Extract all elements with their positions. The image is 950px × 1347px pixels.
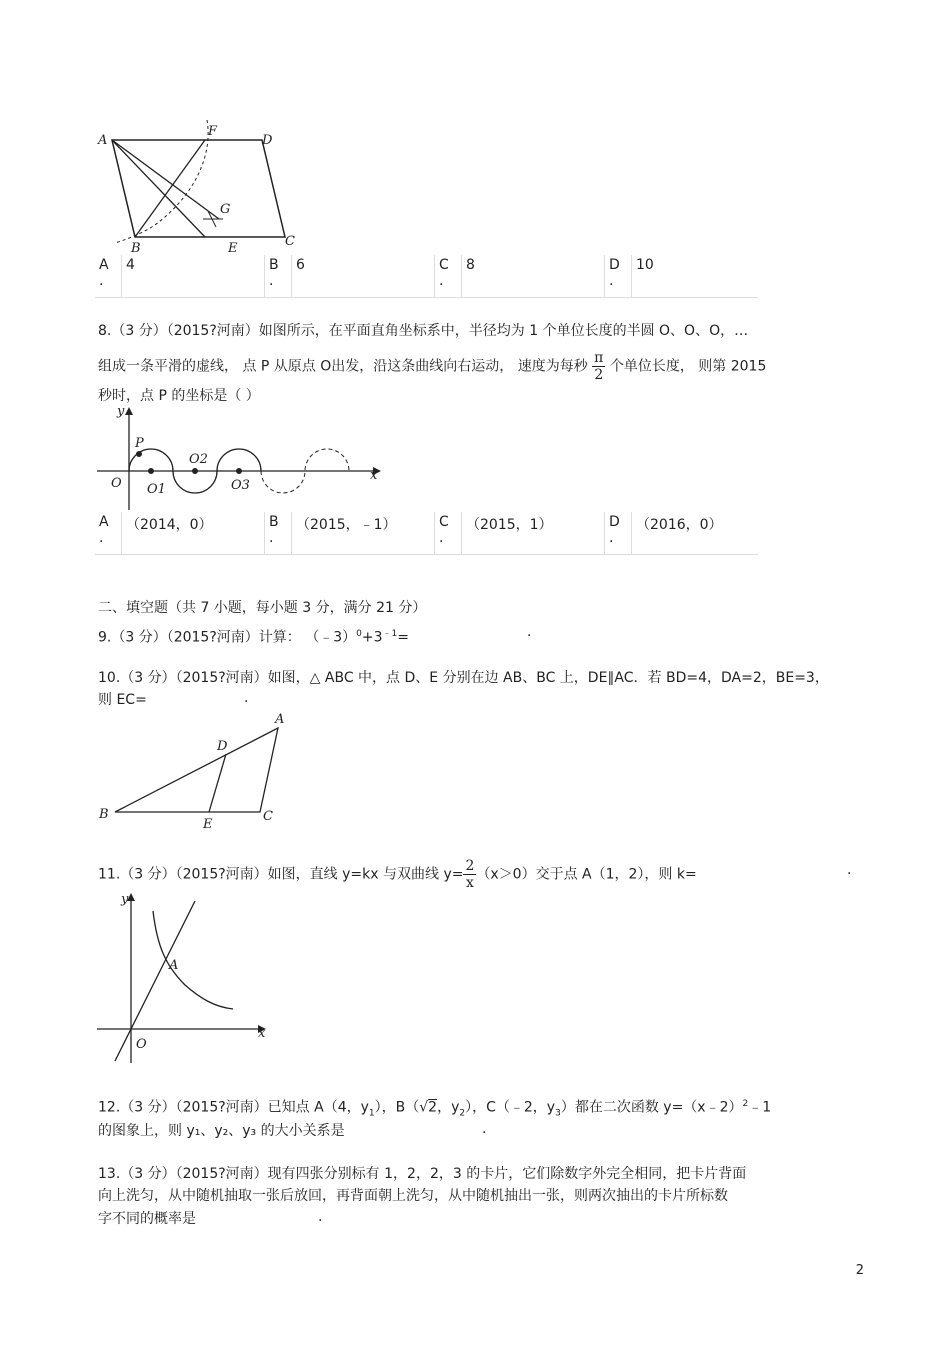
q7-option-d-text[interactable]: 10: [632, 255, 759, 298]
q9-text-a: 9.（3 分）（2015?河南）计算： （﹣3）: [98, 629, 357, 646]
q10-line2: 则 EC=: [98, 692, 147, 708]
option-letter: A: [99, 514, 109, 530]
q12-text-a: 12.（3 分）（2015?河南）已知点 A（4，y: [98, 1099, 369, 1116]
q8-option-c-text[interactable]: （2015，1）: [462, 512, 605, 555]
option-letter: D: [609, 514, 620, 530]
q10-label-e: E: [203, 817, 213, 832]
q7-option-c-text[interactable]: 8: [462, 255, 605, 298]
q8-frac-den: 2: [594, 367, 604, 383]
q10-label-c: C: [263, 809, 273, 824]
q12-sup: 2: [742, 1099, 749, 1109]
q11-frac-num: 2: [465, 858, 475, 874]
q11-frac-den: x: [465, 875, 474, 891]
q7-option-b[interactable]: [265, 255, 292, 298]
q9-text-b: +3: [361, 629, 383, 646]
q12-answer-end: .: [482, 1121, 487, 1137]
q7-option-b-text[interactable]: 6: [292, 255, 435, 298]
q8-label-x: x: [370, 468, 378, 483]
q10-line1: 10.（3 分）（2015?河南）如图，△ ABC 中，点 D、E 分别在边 AB、BC 上，DE∥AC．若 BD=4，DA=2，BE=3，: [98, 670, 829, 686]
q12-sub-2: 2: [459, 1108, 466, 1119]
q8-frac-num: π: [594, 350, 604, 366]
q8-label-p: P: [135, 436, 144, 451]
q13-line2: 向上洗匀，从中随机抽取一张后放回，再背面朝上洗匀，从中随机抽出一张，则两次抽出的卡片所标数: [98, 1188, 728, 1204]
q9-line: [98, 624, 409, 648]
q8-line1: 8.（3 分）（2015?河南）如图所示，在平面直角坐标系中，半径均为 1 个单位长度的半圆 O、O、O，…: [98, 323, 749, 339]
q8-label-o2: O2: [189, 452, 208, 467]
q8-label-o1: O1: [147, 482, 166, 497]
option-dot: .: [609, 530, 614, 546]
q8-line2-b: 个单位长度， 则第 2015: [609, 358, 767, 375]
q12-text-f: ﹣1: [748, 1099, 772, 1116]
q7-label-b: B: [131, 241, 141, 255]
q8-option-a[interactable]: [95, 512, 122, 555]
q10-triangle-figure: [95, 708, 295, 833]
q12-sqrt-value: 2: [428, 1099, 438, 1116]
q8-line3: 秒时，点 P 的坐标是（ ）: [98, 388, 260, 404]
q7-label-g: G: [220, 202, 231, 217]
q9-text-c: =: [397, 629, 409, 646]
q13-answer-end: .: [318, 1209, 323, 1225]
sqrt-icon: √: [419, 1099, 429, 1116]
option-dot: .: [439, 273, 444, 289]
q7-option-a-text[interactable]: 4: [122, 255, 265, 298]
q11-label-y: y: [121, 892, 129, 907]
q10-label-d: D: [217, 739, 228, 754]
q8-label-y: y: [117, 405, 125, 419]
q7-label-a: A: [98, 133, 108, 148]
section-2-heading: 二、填空题（共 7 小题，每小题 3 分，满分 21 分）: [98, 600, 427, 616]
q7-options-table: [95, 255, 758, 298]
q11-text-b: （x＞0）交于点 A（1，2），则 k=: [476, 866, 697, 883]
q11-label-a: A: [169, 958, 179, 973]
q7-label-e: E: [228, 241, 238, 255]
q8-option-d[interactable]: [605, 512, 632, 555]
q8-options-table: [95, 512, 758, 555]
q12-text-d: ），C（﹣2，y: [465, 1099, 556, 1116]
option-dot: .: [269, 273, 274, 289]
q12-sub-1: 1: [368, 1108, 375, 1119]
q8-label-o: O: [111, 476, 122, 491]
q10-answer-end: .: [244, 690, 249, 706]
q12-line2: 的图象上，则 y₁、y₂、y₃ 的大小关系是: [98, 1123, 345, 1139]
option-letter: B: [269, 514, 279, 530]
q7-parallelogram-figure: [95, 115, 315, 255]
option-letter: C: [439, 514, 449, 530]
q13-line1: 13.（3 分）（2015?河南）现有四张分别标有 1，2，2，3 的卡片，它们除数字外完全相同，把卡片背面: [98, 1166, 747, 1182]
q7-label-c: C: [285, 234, 295, 249]
q8-curve-figure: [95, 405, 385, 513]
q11-answer-end: .: [847, 862, 852, 878]
q7-option-d[interactable]: [605, 255, 632, 298]
q9-answer-end: .: [527, 624, 532, 640]
page-number: 2: [855, 1263, 864, 1278]
q9-sup-1: 0: [356, 629, 362, 639]
q8-option-b[interactable]: [265, 512, 292, 555]
q12-sub-3: 3: [555, 1108, 561, 1119]
q8-label-o3: O3: [231, 478, 250, 493]
q7-label-d: D: [262, 133, 273, 148]
q13-line3: 字不同的概率是: [98, 1211, 196, 1227]
option-letter: B: [269, 257, 279, 273]
q8-option-c[interactable]: [435, 512, 462, 555]
q11-graph-figure: [95, 885, 275, 1065]
q7-label-f: F: [208, 124, 218, 139]
q8-line2: [98, 350, 766, 383]
q8-option-d-text[interactable]: （2016，0）: [632, 512, 759, 555]
q11-label-o: O: [136, 1037, 147, 1052]
q8-line2-a: 组成一条平滑的虚线， 点 P 从原点 O出发，沿这条曲线向右运动， 速度为每秒: [98, 358, 588, 375]
option-dot: .: [609, 273, 614, 289]
q12-line1: [98, 1094, 771, 1123]
q10-label-b: B: [99, 807, 109, 822]
q11-fraction: [463, 858, 476, 891]
q8-option-b-text[interactable]: （2015，﹣1）: [292, 512, 435, 555]
q11-label-x: x: [258, 1026, 266, 1041]
q7-option-a[interactable]: [95, 255, 122, 298]
option-dot: .: [439, 530, 444, 546]
q8-option-a-text[interactable]: （2014，0）: [122, 512, 265, 555]
option-letter: A: [99, 257, 109, 273]
option-letter: C: [439, 257, 449, 273]
q10-label-a: A: [275, 712, 285, 727]
q9-sup-2: ﹣1: [382, 629, 398, 639]
q12-text-b: ），B（: [374, 1099, 420, 1116]
q12-text-e: ）都在二次函数 y=（x﹣2）: [560, 1099, 743, 1116]
option-dot: .: [269, 530, 274, 546]
q7-option-c[interactable]: [435, 255, 462, 298]
option-letter: D: [609, 257, 620, 273]
q8-fraction: [592, 350, 605, 383]
q11-text-a: 11.（3 分）（2015?河南）如图，直线 y=kx 与双曲线 y=: [98, 866, 464, 883]
option-dot: .: [99, 273, 104, 289]
q12-text-c: ，y: [437, 1099, 460, 1116]
option-dot: .: [99, 530, 104, 546]
